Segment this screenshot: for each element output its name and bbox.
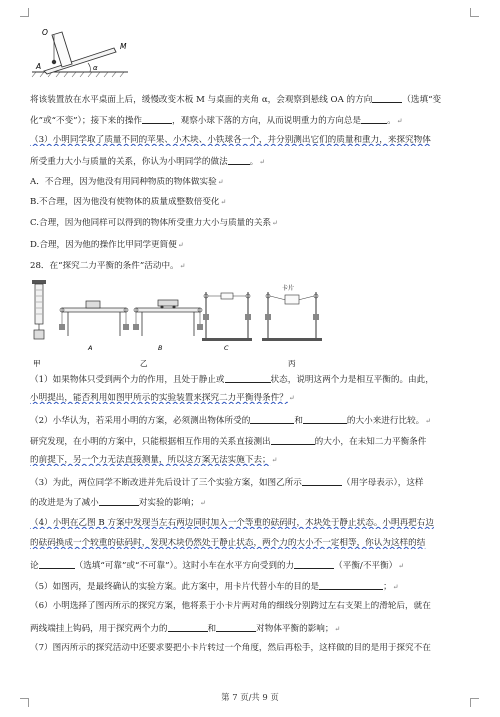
question-28-title: 28．在“探究二力平衡的条件”活动中。↵ [30, 261, 186, 271]
answer-blank[interactable] [271, 435, 315, 445]
question-28-2-line3: 的前提下，另一个力无法直接测量，所以这方案无法实施下去；↵ [30, 455, 278, 465]
answer-blank[interactable] [39, 559, 75, 569]
question-3-line1: （3）小明同学取了质量不同的苹果、小木块、小铁球各一个，并分别测出它们的质量和重力，来探究物体 [30, 135, 431, 145]
answer-blank[interactable] [303, 414, 347, 424]
text-line: 化”或“不变”）；接下来的操作 ，观察小球下落的方向，从而说明重力的方向总是 。↵ [30, 116, 403, 126]
answer-blank[interactable] [372, 93, 402, 103]
answer-blank[interactable] [294, 559, 334, 569]
label-yi: 乙 [140, 359, 148, 368]
option-d: D.合理，因为他的操作比甲同学更简便↵ [30, 240, 184, 250]
question-28-3-line2: 的改进是为了减小 对实验的影响；↵ [30, 498, 206, 508]
label-b-scheme: B [158, 344, 163, 352]
answer-blank[interactable] [142, 114, 172, 124]
option-b: B.不合理，因为他没有使物体的质量成整数倍变化↵ [30, 197, 227, 207]
question-28-2-line1: （2）小华认为，若采用小明的方案，必须测出物体所受的 和 的大小来进行比较。↵ [30, 416, 432, 426]
answer-blank[interactable] [302, 476, 342, 486]
question-28-7: （7）图丙所示的探究活动中还要求要把小卡片转过一个角度，然后再松手，这样做的目的是用于探究不在 [30, 643, 431, 653]
question-28-3-line1: （3）为此，两位同学不断改进并先后设计了三个实验方案，如图乙所示 （用字母表示），这样 [30, 478, 424, 488]
label-card: 卡片 [282, 285, 295, 292]
question-3-line2: 所受重力大小与质量的关系，你认为小明同学的做法 。↵ [30, 157, 266, 167]
label-c-scheme: C [224, 344, 229, 352]
label-bing: 丙 [288, 359, 296, 368]
label-o: O [42, 28, 48, 37]
question-28-5: （5）如图丙，是最终确认的实验方案。此方案中，用卡片代替小车的目的是 ；↵ [30, 582, 399, 592]
label-a-scheme: A [88, 344, 93, 352]
question-28-1-line1: （1）如果物体只受到两个力的作用，且处于静止或 状态，说明这两个力是相互平衡的。由此， [30, 375, 434, 385]
figure-incline-pendulum [28, 22, 140, 88]
label-a: A [36, 62, 42, 71]
question-28-1-line2: 小明提出，能否利用如图甲所示的实验装置来探究二力平衡得条件？↵ [30, 393, 295, 403]
answer-blank[interactable] [168, 622, 208, 632]
question-28-6-line1: （6）小明选择了图丙所示的探究方案，他将系于小卡片两对角的细线分别跨过左右支架上的滑轮后，就在 [30, 601, 431, 611]
crop-mark-top-left [20, 8, 29, 17]
option-a: A．不合理，因为他没有用同种物质的物体做实验↵ [30, 177, 224, 187]
question-28-6-line2: 两线端挂上钩码，用于探究两个力的 和 对物体平衡的影响；↵ [30, 624, 341, 634]
answer-blank[interactable] [319, 580, 383, 590]
answer-blank[interactable] [99, 496, 139, 506]
label-jia: 甲 [33, 359, 41, 368]
answer-blank[interactable] [216, 622, 256, 632]
answer-blank[interactable] [228, 155, 250, 165]
question-28-4-line1: （4）小明在乙图 B 方案中发现当左右两边同时加入一个等重的砝码时，木块处于静止状态。小明再把右边 [30, 518, 434, 528]
question-28-4-line2: 的砝码换成一个较重的砝码时，发现木块仍然处于静止状态，两个力的大小不一定相等，你认为这样的结 [30, 538, 426, 548]
answer-blank[interactable] [250, 414, 294, 424]
answer-blank[interactable] [225, 373, 271, 383]
question-28-4-line3: 论 （选填“可靠”或“不可靠”）。这时小车在水平方向受到的力 （平衡/不平衡）↵ [30, 561, 405, 571]
crop-mark-top-right [470, 8, 479, 17]
label-alpha: α [93, 64, 98, 72]
text-line: 将该装置放在水平桌面上后，缓慢改变木板 M 与桌面的夹角 α，会观察到悬线 OA 的方向 （选填“变 [30, 95, 442, 105]
label-m: M [120, 42, 127, 51]
page-footer: 第 7 页/共 9 页 [221, 692, 279, 702]
figure-equilibrium-apparatus [30, 278, 330, 370]
question-28-2-line2: 研究发现，在小明的方案中，只能根据相互作用的关系直接测出 的大小，在未知二力平衡条件 [30, 437, 427, 447]
answer-blank[interactable] [361, 114, 387, 124]
option-c: C.合理，因为他同样可以得到的物体所受重力大小与质量的关系↵ [30, 218, 278, 228]
